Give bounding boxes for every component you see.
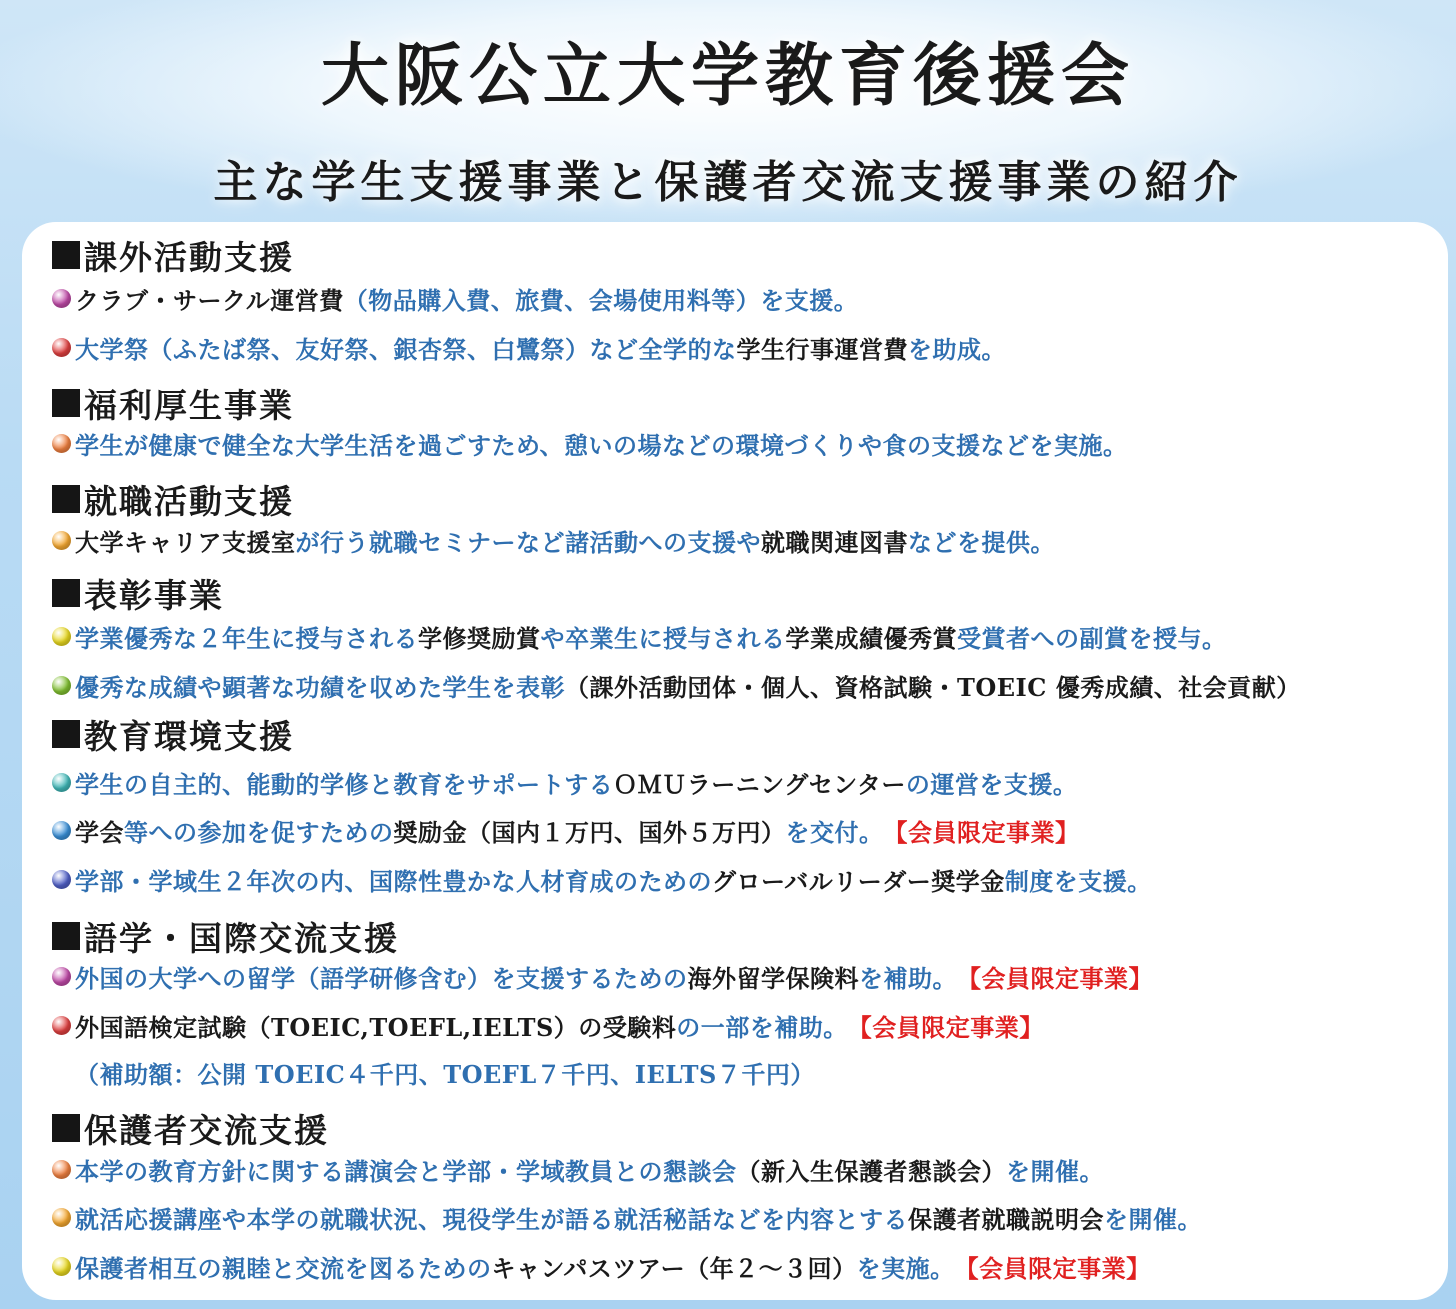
item-text: を助成。: [908, 334, 1006, 364]
item-text: 大学祭（ふたば祭、友好祭、銀杏祭、白鷺祭）など全学的な: [75, 334, 737, 364]
item-text: 学業成績優秀賞: [785, 623, 957, 653]
bullet-dot-icon: [52, 870, 71, 889]
list-item: [52, 1249, 1151, 1283]
black-square-icon: [52, 241, 80, 269]
item-text: グローバルリーダー奨学金: [712, 866, 1005, 896]
header-banner: [0, 0, 1456, 222]
item-text: を開催。: [1104, 1204, 1202, 1234]
member-only-tag: 【会員限定事業】: [954, 1253, 1151, 1283]
item-text: 奨励金（国内１万円、国外５万円）: [393, 817, 786, 847]
bullet-dot-icon: [52, 1257, 71, 1276]
list-item: [52, 1055, 815, 1089]
bullet-dot-icon: [52, 531, 71, 550]
item-text: の運営を支援。: [905, 769, 1078, 799]
item-text: 学生が健康で健全な大学生活を過ごすため、憩いの場などの環境づくりや食の支援などを実施。: [75, 430, 1128, 460]
list-item: [52, 959, 1153, 993]
bullet-dot-icon: [52, 821, 71, 840]
list-item: [52, 862, 1152, 896]
section-heading: [52, 480, 294, 521]
list-item: [52, 1200, 1202, 1234]
item-text: を補助。: [859, 963, 957, 993]
item-text: 保護者就職説明会: [908, 1204, 1104, 1234]
item-text: （課外活動団体・個人、資格試験・TOEIC 優秀成績、社会貢献）: [565, 672, 1301, 702]
black-square-icon: [52, 1114, 80, 1142]
section-heading: [52, 1109, 329, 1150]
bullet-dot-icon: [52, 434, 71, 453]
section-heading: [52, 384, 294, 425]
section-heading: [52, 236, 294, 277]
item-text: クラブ・サークル運営費: [75, 285, 344, 315]
bullet-dot-icon: [52, 1016, 71, 1035]
section-heading: [52, 715, 294, 756]
item-text: 本学の教育方針に関する講演会と学部・学域教員との懇談会: [75, 1156, 737, 1186]
member-only-tag: 【会員限定事業】: [883, 817, 1080, 847]
item-text: 海外留学保険料: [687, 963, 859, 993]
item-text: 外国の大学への留学（語学研修含む）を支援するための: [75, 963, 688, 993]
list-item: [52, 1152, 1104, 1186]
list-item: [52, 619, 1227, 653]
bullet-dot-icon: [52, 1208, 71, 1227]
bullet-dot-icon: [52, 967, 71, 986]
item-text: 大学キャリア支援室: [75, 527, 296, 557]
item-text: の一部を補助。: [676, 1012, 848, 1042]
item-text: 学生の自主的、能動的学修と教育をサポートする: [75, 769, 614, 799]
bullet-dot-icon: [52, 1160, 71, 1179]
black-square-icon: [52, 579, 80, 607]
item-text: を実施。: [856, 1253, 955, 1283]
item-text: 学修奨励賞: [418, 623, 541, 653]
item-text: 優秀な成績や顕著な功績を収めた学生を表彰: [75, 672, 565, 702]
bullet-dot-icon: [52, 289, 71, 308]
item-text: 外国語検定試験（TOEIC,TOEFL,IELTS）の受験料: [75, 1012, 677, 1042]
item-text: 学部・学域生２年次の内、国際性豊かな人材育成のための: [75, 866, 712, 896]
section-heading-text: 就職活動支援: [84, 481, 294, 521]
list-item: [52, 813, 1080, 847]
member-only-tag: 【会員限定事業】: [847, 1012, 1044, 1042]
section-heading-text: 保護者交流支援: [84, 1110, 329, 1150]
item-text: （補助額：公開 TOEIC４千円、TOEFL７千円、IELTS７千円）: [75, 1059, 815, 1089]
item-text: キャンパスツアー（年２～３回）: [491, 1253, 857, 1283]
section-heading: [52, 917, 399, 958]
item-text: 就活応援講座や本学の就職状況、現役学生が語る就活秘話などを内容とする: [75, 1204, 908, 1234]
section-heading-text: 課外活動支援: [84, 237, 294, 277]
content-panel: [22, 222, 1448, 1300]
item-text: を交付。: [785, 817, 884, 847]
bullet-dot-icon: [52, 773, 71, 792]
item-text: 保護者相互の親睦と交流を図るための: [75, 1253, 492, 1283]
item-text: ＯＭＵラーニングセンター: [613, 769, 906, 799]
list-item: [52, 668, 1301, 702]
list-item: [52, 330, 1006, 364]
item-text: 制度を支援。: [1004, 866, 1152, 896]
black-square-icon: [52, 720, 80, 748]
bullet-dot-icon: [52, 676, 71, 695]
member-only-tag: 【会員限定事業】: [957, 963, 1153, 993]
item-text: 学会: [75, 817, 124, 847]
item-text: が行う就職セミナーなど諸活動への支援や: [295, 527, 761, 557]
item-text: などを提供。: [908, 527, 1055, 557]
item-text: （物品購入費、旅費、会場使用料等）を支援。: [343, 285, 859, 315]
section-heading-text: 語学・国際交流支援: [84, 918, 399, 958]
section-heading-text: 表彰事業: [84, 575, 224, 615]
bullet-dot-icon: [52, 627, 71, 646]
bullet-dot-icon: [52, 338, 71, 357]
black-square-icon: [52, 922, 80, 950]
section-heading-text: 福利厚生事業: [84, 385, 294, 425]
page-subtitle: 主な学生支援事業と保護者交流支援事業の紹介: [213, 157, 1243, 208]
page-title: 大阪公立大学教育後援会: [320, 37, 1135, 116]
list-item: [52, 281, 858, 315]
list-item: [52, 765, 1077, 799]
item-text: や卒業生に授与される: [540, 623, 786, 653]
item-text: 学生行事運営費: [736, 334, 908, 364]
item-text: 等への参加を促すための: [124, 817, 394, 847]
section-heading: [52, 574, 224, 615]
item-text: 学業優秀な２年生に授与される: [75, 623, 418, 653]
item-text: を開催。: [1006, 1156, 1104, 1186]
item-text: 就職関連図書: [761, 527, 908, 557]
list-item: [52, 1008, 1044, 1042]
black-square-icon: [52, 389, 80, 417]
section-heading-text: 教育環境支援: [84, 716, 294, 756]
item-text: 受賞者への副賞を授与。: [957, 623, 1227, 653]
item-text: （新入生保護者懇談会）: [736, 1156, 1006, 1186]
black-square-icon: [52, 485, 80, 513]
list-item: [52, 523, 1055, 557]
list-item: [52, 426, 1128, 460]
